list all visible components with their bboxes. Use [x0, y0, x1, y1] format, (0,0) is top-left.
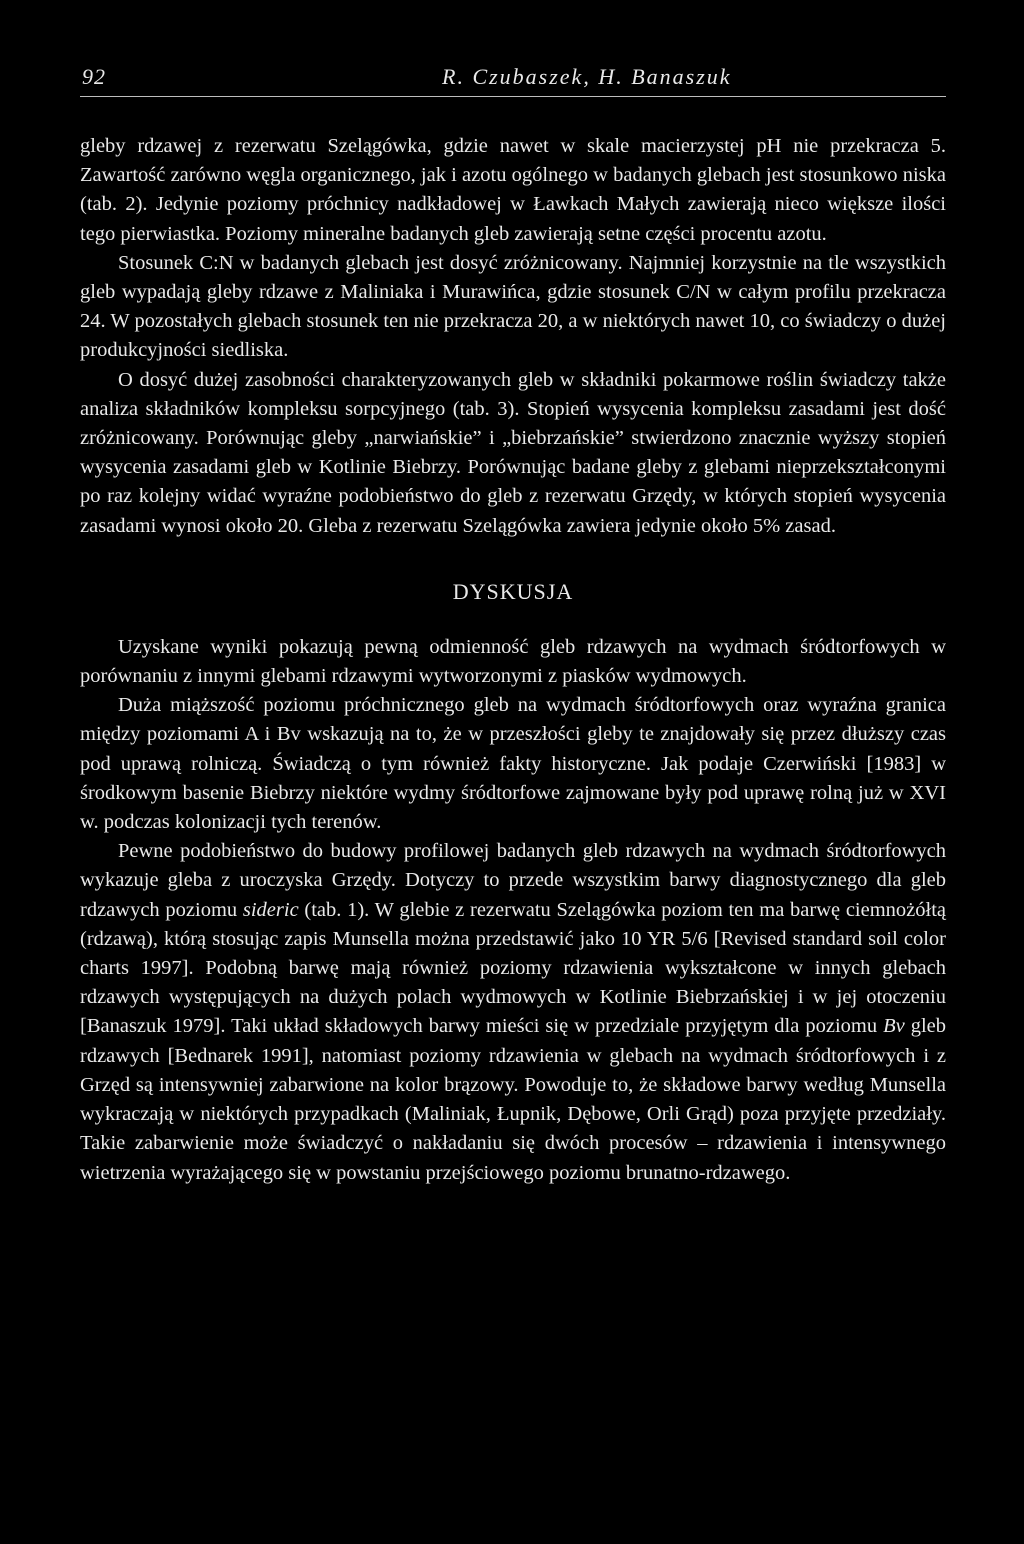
page-number: 92 — [82, 64, 106, 89]
section-heading-discussion: DYSKUSJA — [452, 578, 574, 604]
text-span: Pewne podobieństwo do budowy profilowej badanych gleb rdzawych na wydmach śródtorfowych wykazuje gleba z uroczyska Grzędy. Dotyczy to przede wszystkim barwy diagnostycznego dla gleb rdzawych poziomu — [80, 840, 946, 921]
paragraph-cn-ratio: Stosunek C:N w badanych glebach jest dosyć zróżnicowany. Najmniej korzystnie na tle wszystkich gleb wypadają gleby rdzawe z Maliniaka i Murawińca, gdzie stosunek C/N w całym profilu przekracza 24. W pozostałych glebach stosunek ten nie przekracza 20, a w niektórych nawet 10, co świadczy o dużej produkcyjności siedliska. — [80, 251, 946, 362]
text-span: gleb rdzawych [Bednarek 1991], natomiast poziomy rdzawienia w glebach na wydmach śródtorfowych i z Grzęd są intensywniej zabarwione na kolor brązowy. Powoduje to, że składowe barwy według Munsella wykraczają w niektórych przypadkach (Maliniak, Łupnik, Dębowe, Orli Grąd) poza przyjęte przedziały. Takie zabarwienie może świadczyć o nakładaniu się dwóch procesów – rdzawienia i intensywnego wietrzenia wyrażającego się w powstaniu przejściowego poziomu brunatno-rdzawego. — [80, 1015, 947, 1184]
italic-term-bv: Bv — [883, 1015, 905, 1038]
paragraph-discussion-3 — [80, 837, 946, 1187]
paragraph-sorption-complex: O dosyć dużej zasobności charakteryzowanych gleb w składniki pokarmowe roślin świadczy także analiza składników kompleksu sorpcyjnego (tab. 3). Stopień wysycenia kompleksu zasadami jest dość zróżnicowany. Porównując gleby „narwiańskie” i „biebrzańskie” stwierdzono znacznie wyższy stopień wysycenia zasadami gleb w Kotlinie Biebrzy. Porównując badane gleby z glebami nieprzekształconymi po raz kolejny widać wyraźne podobieństwo do gleb z rezerwatu Grzędy, w których stopień wysycenia zasadami wynosi około 20. Gleba z rezerwatu Szelągówka zawiera jedynie około 5% zasad. — [80, 368, 946, 537]
paragraph-discussion-2: Duża miąższość poziomu próchnicznego gleb na wydmach śródtorfowych oraz wyraźna granica między poziomami A i Bv wskazują na to, że w przeszłości gleby te znajdowały się przez dłuższy czas pod uprawą rolniczą. Świadczą o tym również fakty historyczne. Jak podaje Czerwiński [1983] w środkowym basenie Biebrzy niektóre wydmy śródtorfowe zajmowane były pod uprawę rolną już w XVI w. podczas kolonizacji tych terenów. — [80, 694, 946, 834]
text-span: (tab. 1). W glebie z rezerwatu Szelągówka poziom ten ma barwę ciemnożółtą (rdzawą), którą stosując zapis Munsella można przedstawić jako 10 YR 5/6 [Revised standard soil color charts 1997]. Podobną barwę mają również poziomy rdzawienia wykształcone w innych glebach rdzawych występujących na dużych polach wydmowych w Kotlinie Biebrzańskiej i w jej otoczeniu [Banaszuk 1979]. Taki układ składowych barwy mieści się w przedziale przyjętym dla poziomu — [80, 898, 946, 1038]
paragraph-continued: gleby rdzawej z rezerwatu Szelągówka, gdzie nawet w skale macierzystej pH nie przekracza 5. Zawartość zarówno węgla organicznego, jak i azotu ogólnego w badanych glebach jest stosunkowo niska (tab. 2). Jedynie poziomy próchnicy nadkładowej w Ławkach Małych zawierają nieco większe ilości tego pierwiastka. Poziomy mineralne badanych gleb zawierają setne części procentu azotu. — [80, 135, 946, 245]
running-header — [80, 62, 946, 97]
italic-term-sideric: sideric — [242, 898, 299, 921]
body-text — [80, 132, 946, 1188]
paragraph-discussion-1: Uzyskane wyniki pokazują pewną odmienność gleb rdzawych na wydmach śródtorfowych w porównaniu z innymi glebami rdzawymi wytworzonymi z piasków wydmowych. — [80, 635, 946, 688]
running-head-authors: R. Czubaszek, H. Banaszuk — [442, 64, 732, 89]
